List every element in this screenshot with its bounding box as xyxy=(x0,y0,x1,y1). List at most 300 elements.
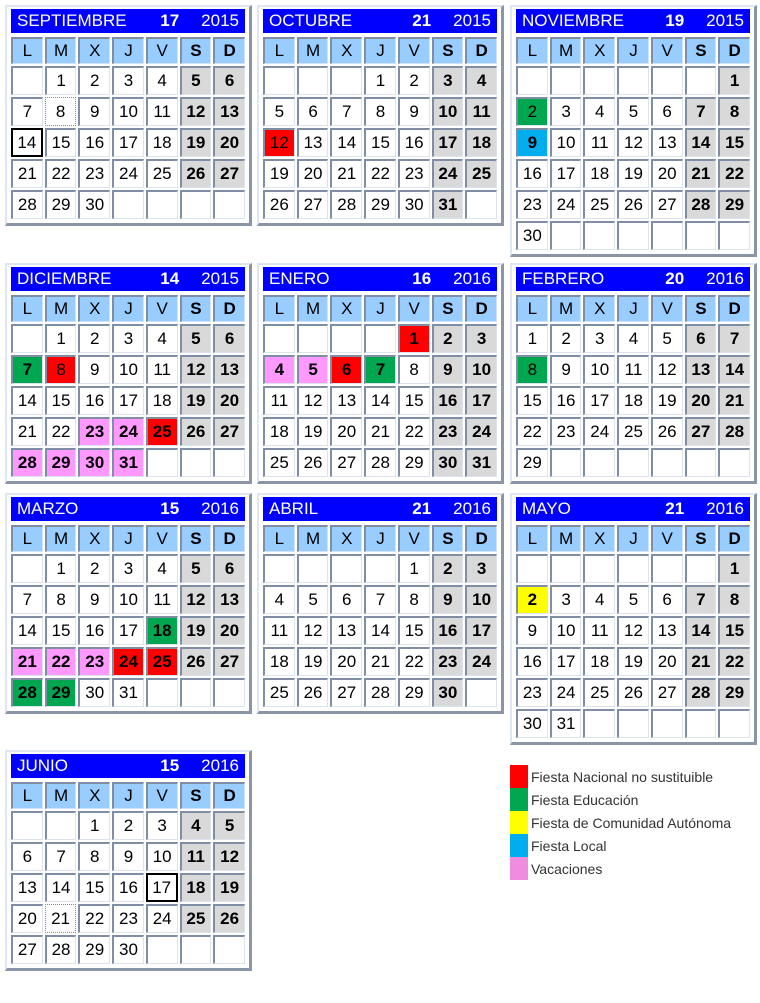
day-cell: 2 xyxy=(516,97,548,126)
weekday-header: L xyxy=(11,782,43,809)
day-cell: 28 xyxy=(11,448,43,477)
day-cell: 3 xyxy=(465,324,497,353)
week-row xyxy=(516,324,750,353)
weekday-header: L xyxy=(516,295,548,322)
day-cell: 21 xyxy=(364,647,396,676)
day-cell: 11 xyxy=(146,355,178,384)
day-cell: 20 xyxy=(685,386,717,415)
day-cell: 27 xyxy=(297,190,329,219)
day-cell: 8 xyxy=(45,355,77,384)
day-cell: 6 xyxy=(297,97,329,126)
weekday-header: L xyxy=(11,37,43,64)
day-cell: 4 xyxy=(465,66,497,95)
day-cell: 6 xyxy=(651,97,683,126)
day-cell: 25 xyxy=(263,448,295,477)
day-cell: 1 xyxy=(45,66,77,95)
month-name: SEPTIEMBRE xyxy=(17,11,127,30)
day-cell: 18 xyxy=(617,386,649,415)
day-cell: 26 xyxy=(263,190,295,219)
month-grid xyxy=(261,35,499,221)
legend-item xyxy=(510,857,731,880)
month-year: 2015 xyxy=(201,11,239,30)
weekday-header: L xyxy=(11,295,43,322)
day-cell: 12 xyxy=(263,128,295,157)
day-cell: 3 xyxy=(112,324,144,353)
weekday-header: J xyxy=(617,295,649,322)
day-cell: 10 xyxy=(432,97,464,126)
month-marzo xyxy=(5,493,252,714)
day-cell: 31 xyxy=(550,709,582,738)
day-cell: 8 xyxy=(718,585,750,614)
day-cell: 5 xyxy=(263,97,295,126)
weekday-header: M xyxy=(550,295,582,322)
month-grid xyxy=(9,293,247,479)
day-cell: 24 xyxy=(465,647,497,676)
day-cell: 27 xyxy=(213,417,245,446)
empty-cell xyxy=(685,554,717,583)
day-cell: 27 xyxy=(685,417,717,446)
day-cell: 11 xyxy=(583,616,615,645)
month-year: 2016 xyxy=(706,269,744,288)
weekday-header: M xyxy=(550,525,582,552)
week-row xyxy=(516,66,750,95)
day-cell: 14 xyxy=(364,616,396,645)
day-cell: 25 xyxy=(146,647,178,676)
day-cell: 30 xyxy=(432,448,464,477)
day-cell: 9 xyxy=(78,355,110,384)
day-cell: 13 xyxy=(213,585,245,614)
day-cell: 14 xyxy=(685,616,717,645)
day-cell: 3 xyxy=(112,554,144,583)
day-cell: 4 xyxy=(617,324,649,353)
empty-cell xyxy=(180,448,212,477)
weekday-header: V xyxy=(398,37,430,64)
empty-cell xyxy=(718,448,750,477)
day-cell: 10 xyxy=(550,616,582,645)
day-cell: 13 xyxy=(685,355,717,384)
week-row xyxy=(11,324,245,353)
day-cell: 17 xyxy=(550,159,582,188)
day-cell: 27 xyxy=(213,159,245,188)
weekday-header: X xyxy=(583,295,615,322)
weekday-header: X xyxy=(78,525,110,552)
weekday-header: L xyxy=(263,525,295,552)
empty-cell xyxy=(11,324,43,353)
day-cell: 22 xyxy=(364,159,396,188)
weekday-header: J xyxy=(617,525,649,552)
day-cell: 4 xyxy=(263,585,295,614)
month-name: NOVIEMBRE xyxy=(522,11,625,30)
weekday-header: J xyxy=(112,295,144,322)
legend-label: Fiesta Local xyxy=(531,837,607,854)
day-cell: 7 xyxy=(330,97,362,126)
day-cell: 16 xyxy=(550,386,582,415)
day-cell: 5 xyxy=(617,97,649,126)
school-days-count: 17 xyxy=(160,11,180,30)
day-cell: 31 xyxy=(112,678,144,707)
day-cell: 26 xyxy=(180,159,212,188)
day-cell: 30 xyxy=(112,935,144,964)
day-cell: 21 xyxy=(685,647,717,676)
day-cell: 18 xyxy=(263,647,295,676)
day-cell: 10 xyxy=(112,585,144,614)
day-cell: 6 xyxy=(213,324,245,353)
day-cell: 10 xyxy=(112,97,144,126)
legend xyxy=(510,765,731,880)
day-cell: 12 xyxy=(617,128,649,157)
weekday-header: S xyxy=(180,37,212,64)
day-cell: 19 xyxy=(180,386,212,415)
day-cell: 1 xyxy=(398,554,430,583)
empty-cell xyxy=(718,221,750,250)
month-year: 2016 xyxy=(201,756,239,775)
weekday-header-row xyxy=(11,37,245,64)
week-row xyxy=(11,647,245,676)
weekday-header: D xyxy=(465,37,497,64)
day-cell: 16 xyxy=(432,616,464,645)
day-cell: 4 xyxy=(146,66,178,95)
month-grid xyxy=(9,35,247,221)
day-cell: 18 xyxy=(180,873,212,902)
day-cell: 7 xyxy=(11,355,43,384)
day-cell: 14 xyxy=(11,386,43,415)
day-cell: 27 xyxy=(651,190,683,219)
day-cell: 28 xyxy=(11,678,43,707)
empty-cell xyxy=(583,448,615,477)
day-cell: 17 xyxy=(112,616,144,645)
day-cell: 19 xyxy=(617,647,649,676)
month-header xyxy=(11,267,245,291)
week-row xyxy=(516,448,750,477)
day-cell: 13 xyxy=(11,873,43,902)
empty-cell xyxy=(583,221,615,250)
empty-cell xyxy=(685,709,717,738)
day-cell: 18 xyxy=(583,647,615,676)
day-cell: 17 xyxy=(112,386,144,415)
day-cell: 29 xyxy=(78,935,110,964)
day-cell: 13 xyxy=(297,128,329,157)
day-cell: 8 xyxy=(718,97,750,126)
weekday-header-row xyxy=(516,525,750,552)
day-cell: 15 xyxy=(398,616,430,645)
day-cell: 24 xyxy=(112,417,144,446)
weekday-header: S xyxy=(432,295,464,322)
legend-label: Fiesta Nacional no sustituible xyxy=(531,768,714,785)
empty-cell xyxy=(516,66,548,95)
day-cell: 27 xyxy=(213,647,245,676)
day-cell: 14 xyxy=(718,355,750,384)
day-cell: 2 xyxy=(398,66,430,95)
empty-cell xyxy=(651,554,683,583)
day-cell: 13 xyxy=(213,97,245,126)
day-cell: 29 xyxy=(364,190,396,219)
day-cell: 13 xyxy=(651,616,683,645)
empty-cell xyxy=(516,554,548,583)
school-days-count: 15 xyxy=(160,499,180,518)
day-cell: 8 xyxy=(398,585,430,614)
weekday-header: J xyxy=(112,782,144,809)
weekday-header: V xyxy=(146,295,178,322)
legend-swatch-icon xyxy=(510,834,528,857)
day-cell: 24 xyxy=(112,647,144,676)
empty-cell xyxy=(364,554,396,583)
week-row xyxy=(263,585,497,614)
day-cell: 13 xyxy=(213,355,245,384)
empty-cell xyxy=(180,935,212,964)
weekday-header: M xyxy=(45,295,77,322)
month-name: JUNIO xyxy=(17,756,68,775)
day-cell: 9 xyxy=(516,616,548,645)
week-row xyxy=(516,554,750,583)
empty-cell xyxy=(180,678,212,707)
empty-cell xyxy=(550,448,582,477)
day-cell: 7 xyxy=(45,842,77,871)
day-cell: 9 xyxy=(432,355,464,384)
weekday-header: X xyxy=(330,37,362,64)
week-row xyxy=(516,128,750,157)
weekday-header: V xyxy=(146,525,178,552)
day-cell: 24 xyxy=(112,159,144,188)
day-cell: 21 xyxy=(11,647,43,676)
month-grid xyxy=(514,293,752,479)
month-header xyxy=(11,754,245,778)
weekday-header: J xyxy=(617,37,649,64)
weekday-header: S xyxy=(685,295,717,322)
day-cell: 18 xyxy=(583,159,615,188)
day-cell: 30 xyxy=(78,190,110,219)
weekday-header: M xyxy=(550,37,582,64)
school-days-count: 21 xyxy=(665,499,685,518)
weekday-header: X xyxy=(78,782,110,809)
day-cell: 8 xyxy=(398,355,430,384)
month-grid xyxy=(261,293,499,479)
weekday-header: J xyxy=(364,525,396,552)
day-cell: 11 xyxy=(263,616,295,645)
day-cell: 5 xyxy=(180,554,212,583)
weekday-header: J xyxy=(364,37,396,64)
day-cell: 23 xyxy=(78,417,110,446)
month-febrero xyxy=(510,263,757,484)
day-cell: 10 xyxy=(465,585,497,614)
day-cell: 12 xyxy=(651,355,683,384)
day-cell: 12 xyxy=(180,355,212,384)
school-days-count: 14 xyxy=(160,269,180,288)
day-cell: 20 xyxy=(11,904,43,933)
week-row xyxy=(11,159,245,188)
day-cell: 7 xyxy=(11,585,43,614)
day-cell: 22 xyxy=(718,647,750,676)
day-cell: 21 xyxy=(11,417,43,446)
day-cell: 4 xyxy=(263,355,295,384)
weekday-header: J xyxy=(112,37,144,64)
empty-cell xyxy=(263,66,295,95)
school-days-count: 19 xyxy=(665,11,685,30)
week-row xyxy=(516,585,750,614)
empty-cell xyxy=(651,221,683,250)
day-cell: 29 xyxy=(398,448,430,477)
week-row xyxy=(516,97,750,126)
week-row xyxy=(263,190,497,219)
month-header xyxy=(11,497,245,521)
day-cell: 26 xyxy=(617,190,649,219)
weekday-header: V xyxy=(398,295,430,322)
day-cell: 13 xyxy=(330,386,362,415)
day-cell: 2 xyxy=(432,324,464,353)
day-cell: 5 xyxy=(297,355,329,384)
empty-cell xyxy=(297,324,329,353)
week-row xyxy=(263,678,497,707)
day-cell: 26 xyxy=(617,678,649,707)
empty-cell xyxy=(617,554,649,583)
legend-label: Fiesta Educación xyxy=(531,791,639,808)
weekday-header: M xyxy=(297,37,329,64)
empty-cell xyxy=(146,448,178,477)
day-cell: 31 xyxy=(432,190,464,219)
school-days-count: 20 xyxy=(665,269,685,288)
month-diciembre xyxy=(5,263,252,484)
month-septiembre xyxy=(5,5,252,226)
day-cell: 14 xyxy=(11,128,43,157)
day-cell: 30 xyxy=(78,678,110,707)
empty-cell xyxy=(617,66,649,95)
day-cell: 22 xyxy=(718,159,750,188)
day-cell: 19 xyxy=(180,128,212,157)
month-header xyxy=(11,9,245,33)
day-cell: 9 xyxy=(78,97,110,126)
week-row xyxy=(11,417,245,446)
month-grid xyxy=(9,780,247,966)
day-cell: 16 xyxy=(516,159,548,188)
day-cell: 6 xyxy=(213,554,245,583)
month-header xyxy=(516,497,750,521)
day-cell: 22 xyxy=(516,417,548,446)
day-cell: 29 xyxy=(718,678,750,707)
week-row xyxy=(11,66,245,95)
month-year: 2016 xyxy=(453,499,491,518)
week-row xyxy=(263,554,497,583)
day-cell: 20 xyxy=(651,647,683,676)
empty-cell xyxy=(213,448,245,477)
week-row xyxy=(516,616,750,645)
weekday-header: S xyxy=(180,295,212,322)
month-year: 2015 xyxy=(453,11,491,30)
week-row xyxy=(263,66,497,95)
day-cell: 1 xyxy=(78,811,110,840)
day-cell: 13 xyxy=(651,128,683,157)
day-cell: 1 xyxy=(718,66,750,95)
weekday-header: V xyxy=(651,525,683,552)
weekday-header: D xyxy=(718,295,750,322)
day-cell: 1 xyxy=(364,66,396,95)
day-cell: 6 xyxy=(685,324,717,353)
weekday-header: M xyxy=(45,37,77,64)
day-cell: 26 xyxy=(180,417,212,446)
day-cell: 6 xyxy=(213,66,245,95)
week-row xyxy=(11,386,245,415)
day-cell: 4 xyxy=(180,811,212,840)
day-cell: 25 xyxy=(617,417,649,446)
day-cell: 17 xyxy=(146,873,178,902)
day-cell: 9 xyxy=(516,128,548,157)
month-name: MARZO xyxy=(17,499,79,518)
day-cell: 22 xyxy=(398,647,430,676)
day-cell: 14 xyxy=(685,128,717,157)
empty-cell xyxy=(685,448,717,477)
day-cell: 18 xyxy=(465,128,497,157)
legend-swatch-icon xyxy=(510,788,528,811)
day-cell: 2 xyxy=(550,324,582,353)
day-cell: 9 xyxy=(550,355,582,384)
day-cell: 28 xyxy=(330,190,362,219)
weekday-header-row xyxy=(263,37,497,64)
day-cell: 17 xyxy=(465,616,497,645)
day-cell: 4 xyxy=(146,554,178,583)
day-cell: 20 xyxy=(213,616,245,645)
day-cell: 6 xyxy=(330,585,362,614)
month-grid xyxy=(261,523,499,709)
week-row xyxy=(11,616,245,645)
day-cell: 20 xyxy=(651,159,683,188)
empty-cell xyxy=(330,554,362,583)
day-cell: 17 xyxy=(465,386,497,415)
day-cell: 29 xyxy=(45,190,77,219)
day-cell: 15 xyxy=(398,386,430,415)
month-header xyxy=(516,267,750,291)
weekday-header: S xyxy=(432,37,464,64)
day-cell: 14 xyxy=(364,386,396,415)
weekday-header: D xyxy=(213,525,245,552)
day-cell: 23 xyxy=(432,647,464,676)
day-cell: 5 xyxy=(651,324,683,353)
school-days-count: 21 xyxy=(412,499,432,518)
empty-cell xyxy=(617,448,649,477)
week-row xyxy=(11,811,245,840)
week-row xyxy=(11,842,245,871)
day-cell: 7 xyxy=(364,585,396,614)
school-days-count: 16 xyxy=(412,269,432,288)
day-cell: 29 xyxy=(45,448,77,477)
day-cell: 23 xyxy=(550,417,582,446)
week-row xyxy=(11,190,245,219)
legend-label: Vacaciones xyxy=(531,860,603,877)
day-cell: 30 xyxy=(398,190,430,219)
day-cell: 4 xyxy=(583,97,615,126)
day-cell: 12 xyxy=(180,97,212,126)
day-cell: 21 xyxy=(330,159,362,188)
day-cell: 12 xyxy=(617,616,649,645)
empty-cell xyxy=(112,190,144,219)
day-cell: 6 xyxy=(330,355,362,384)
day-cell: 14 xyxy=(11,616,43,645)
month-year: 2016 xyxy=(201,499,239,518)
empty-cell xyxy=(11,554,43,583)
day-cell: 11 xyxy=(146,585,178,614)
weekday-header: J xyxy=(364,295,396,322)
day-cell: 3 xyxy=(550,585,582,614)
day-cell: 27 xyxy=(651,678,683,707)
month-name: DICIEMBRE xyxy=(17,269,112,288)
day-cell: 10 xyxy=(146,842,178,871)
day-cell: 24 xyxy=(583,417,615,446)
day-cell: 23 xyxy=(516,678,548,707)
day-cell: 7 xyxy=(685,97,717,126)
day-cell: 28 xyxy=(364,448,396,477)
day-cell: 5 xyxy=(180,324,212,353)
day-cell: 12 xyxy=(297,616,329,645)
week-row xyxy=(263,128,497,157)
weekday-header: M xyxy=(297,295,329,322)
day-cell: 27 xyxy=(330,448,362,477)
